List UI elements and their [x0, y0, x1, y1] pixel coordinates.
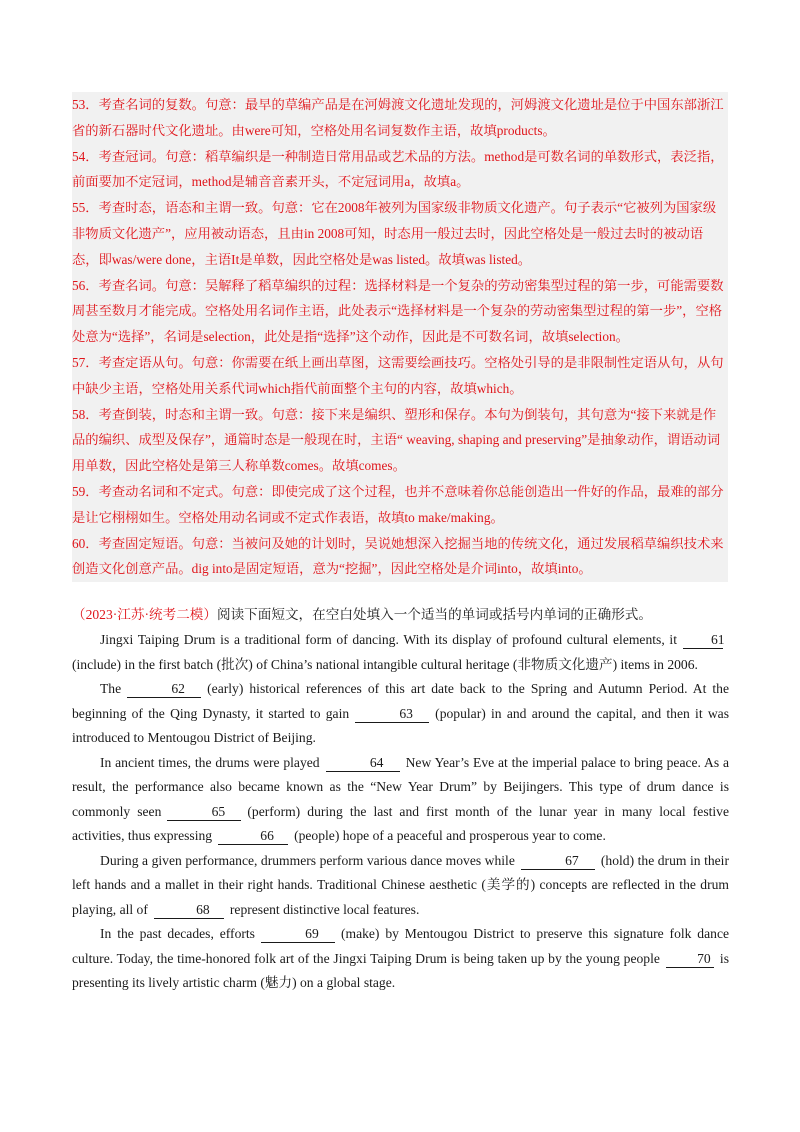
paragraph-text: Jingxi Taiping Drum is a traditional form of dancing. With its display of profound cultural elements, it	[100, 632, 677, 647]
paragraph-4	[72, 849, 729, 923]
blank-67[interactable]: 67	[521, 853, 595, 870]
answer-54: 54．考查冠词。句意：稻草编织是一种制造日常用品或艺术品的方法。method是可数名词的单数形式，表泛指，前面要加不定冠词，method是辅音音素开头，不定冠词用a，故填a。	[72, 148, 724, 190]
paragraph-text: (include) in the first batch (批次) of China’s national intangible cultural heritage (非物质文化遗产) items in 2006.	[72, 656, 698, 672]
answer-58: 58．考查倒装，时态和主谓一致。句意：接下来是编织、塑形和保存。本句为倒装句，其句意为“接下来就是作品的编织、成型及保存”，通篇时态是一般现在时，主语“ weaving, shaping and preserving”是抽象动作，谓语动词用单数，因此空格处是第三人称单数comes。故填comes。	[72, 406, 721, 474]
paragraph-text: (popular) in and around the capital, and then it was introduced to Mentougou District of Beijing.	[72, 705, 730, 745]
paragraph-text: (perform) during the last and first month of the lunar year in many local festive activities, thus expressing	[72, 803, 729, 843]
answer-53: 53．考查名词的复数。句意：最早的草编产品是在河姆渡文化遗址发现的，河姆渡文化遗址是位于中国东部浙江省的新石器时代文化遗址。由were可知，空格处用名词复数作主语，故填products。	[72, 97, 724, 138]
answer-60: 60．考查固定短语。句意：当被问及她的计划时，吴说她想深入挖掘当地的传统文化，通过发展稻草编织技术来创造文化创意产品。dig into是固定短语，意为“挖掘”，因此空格处是介词into，故填into。	[72, 535, 724, 577]
paragraph-5	[72, 922, 729, 996]
paragraph-text: (make) by Mentougou District to preserve this signature folk dance culture. Today, the time-honored folk art of the Jingxi Taiping Drum is being taken up by the young people	[72, 926, 730, 966]
paragraph-3	[72, 751, 729, 849]
blank-68[interactable]: 68	[154, 902, 224, 919]
blank-66[interactable]: 66	[218, 828, 288, 845]
paragraph-text: represent distinctive local features.	[229, 901, 420, 917]
blank-63[interactable]: 63	[355, 706, 429, 723]
paragraph-text: is presenting its lively artistic charm (魅力) on a global stage.	[72, 950, 729, 990]
paragraph-text: In ancient times, the drums were played	[100, 754, 320, 770]
paragraph-text: New Year’s Eve at the imperial palace to bring peace. As a result, the performance also became known as the “New Year Drum” by Beijingers. This type of drum dance is commonly seen	[72, 754, 729, 819]
paragraph-text: (early) historical references of this art date back to the Spring and Autumn Period. At the beginning of the Qing Dynasty, it started to gain	[72, 681, 729, 721]
answer-explanations	[72, 92, 728, 582]
paragraph-text: During a given performance, drummers perform various dance moves while	[100, 852, 515, 868]
blank-62[interactable]: 62	[127, 681, 201, 698]
blank-65[interactable]: 65	[167, 804, 241, 821]
answer-55: 55．考查时态，语态和主谓一致。句意：它在2008年被列为国家级非物质文化遗产。句子表示“它被列为国家级非物质文化遗产”，应用被动语态，且由in 2008可知，时态用一般过去时，因此空格处是一般过去时的被动语态，即was/were done，主语It是单数，因此空格处是was listed。故填was listed。	[72, 200, 717, 267]
paragraph-text: (people) hope of a peaceful and prosperous year to come.	[294, 828, 606, 843]
exercise-source	[72, 603, 732, 627]
paragraph-text: The	[100, 681, 122, 696]
paragraph-1	[72, 628, 729, 677]
blank-70[interactable]: 70	[666, 951, 714, 968]
source-tag: （2023·江苏·统考二模）	[72, 607, 217, 622]
blank-69[interactable]: 69	[261, 926, 335, 943]
answer-59: 59．考查动名词和不定式。句意：即使完成了这个过程，也并不意味着你总能创造出一件好的作品，最难的部分是让它栩栩如生。空格处用动名词或不定式作表语，故填to make/making。	[72, 483, 724, 525]
reading-passage	[72, 628, 729, 996]
paragraph-2	[72, 677, 729, 751]
paragraph-text: In the past decades, efforts	[100, 926, 255, 941]
paragraph-text: (hold) the drum in their left hands and a mallet in their right hands. Traditional Chinese aesthetic (美学的) concepts are reflected in the drum playing, all of	[72, 852, 729, 917]
exercise-instruction: 阅读下面短文，在空白处填入一个适当的单词或括号内单词的正确形式。	[217, 607, 652, 622]
answer-57: 57．考查定语从句。句意：你需要在纸上画出草图，这需要绘画技巧。空格处引导的是非限制性定语从句，从句中缺少主语，空格处用关系代词which指代前面整个主句的内容，故填which。	[72, 354, 724, 396]
blank-61[interactable]: 61	[683, 632, 723, 649]
blank-64[interactable]: 64	[326, 755, 400, 772]
answer-56: 56．考查名词。句意：吴解释了稻草编织的过程：选择材料是一个复杂的劳动密集型过程的第一步，可能需要数周甚至数月才能完成。空格处用名词作主语，此处表示“选择材料是一个复杂的劳动密集型过程的第一步”，空格处意为“选择”，名词是selection，此处是指“选择”这个动作，因此是不可数名词，故填selection。	[72, 277, 724, 345]
